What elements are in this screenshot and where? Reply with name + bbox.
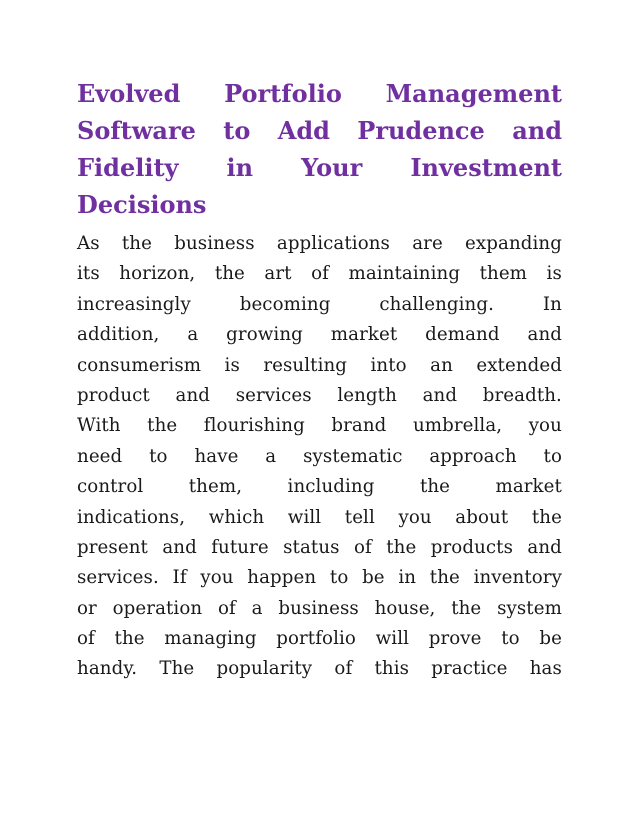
body-line: or operation of a business house, the system [77, 597, 562, 619]
body-line: present and future status of the products and [77, 536, 562, 558]
body-line: product and services length and breadth. [77, 384, 562, 406]
title-line: Decisions [77, 190, 207, 219]
body-line: of the managing portfolio will prove to be [77, 628, 562, 650]
body-line: its horizon, the art of maintaining them is [77, 263, 562, 285]
document-title [77, 75, 562, 223]
title-line: Software to Add Prudence and [77, 116, 562, 145]
title-line: Fidelity in Your Investment [77, 153, 562, 182]
body-line: As the business applications are expanding [77, 233, 562, 254]
body-line: With the flourishing brand umbrella, you [77, 415, 562, 437]
body-line: increasingly becoming challenging. In [77, 293, 562, 315]
body-line: services. If you happen to be in the inventory [77, 567, 562, 589]
body-line: handy. The popularity of this practice has [77, 658, 562, 680]
document-content [77, 75, 562, 685]
title-line: Evolved Portfolio Management [77, 79, 562, 108]
body-line: indications, which will tell you about the [77, 506, 562, 528]
body-line: consumerism is resulting into an extended [77, 354, 562, 376]
body-paragraph [77, 229, 562, 685]
body-line: need to have a systematic approach to [77, 445, 562, 467]
body-line: addition, a growing market demand and [77, 324, 562, 346]
body-line: control them, including the market [77, 476, 562, 498]
